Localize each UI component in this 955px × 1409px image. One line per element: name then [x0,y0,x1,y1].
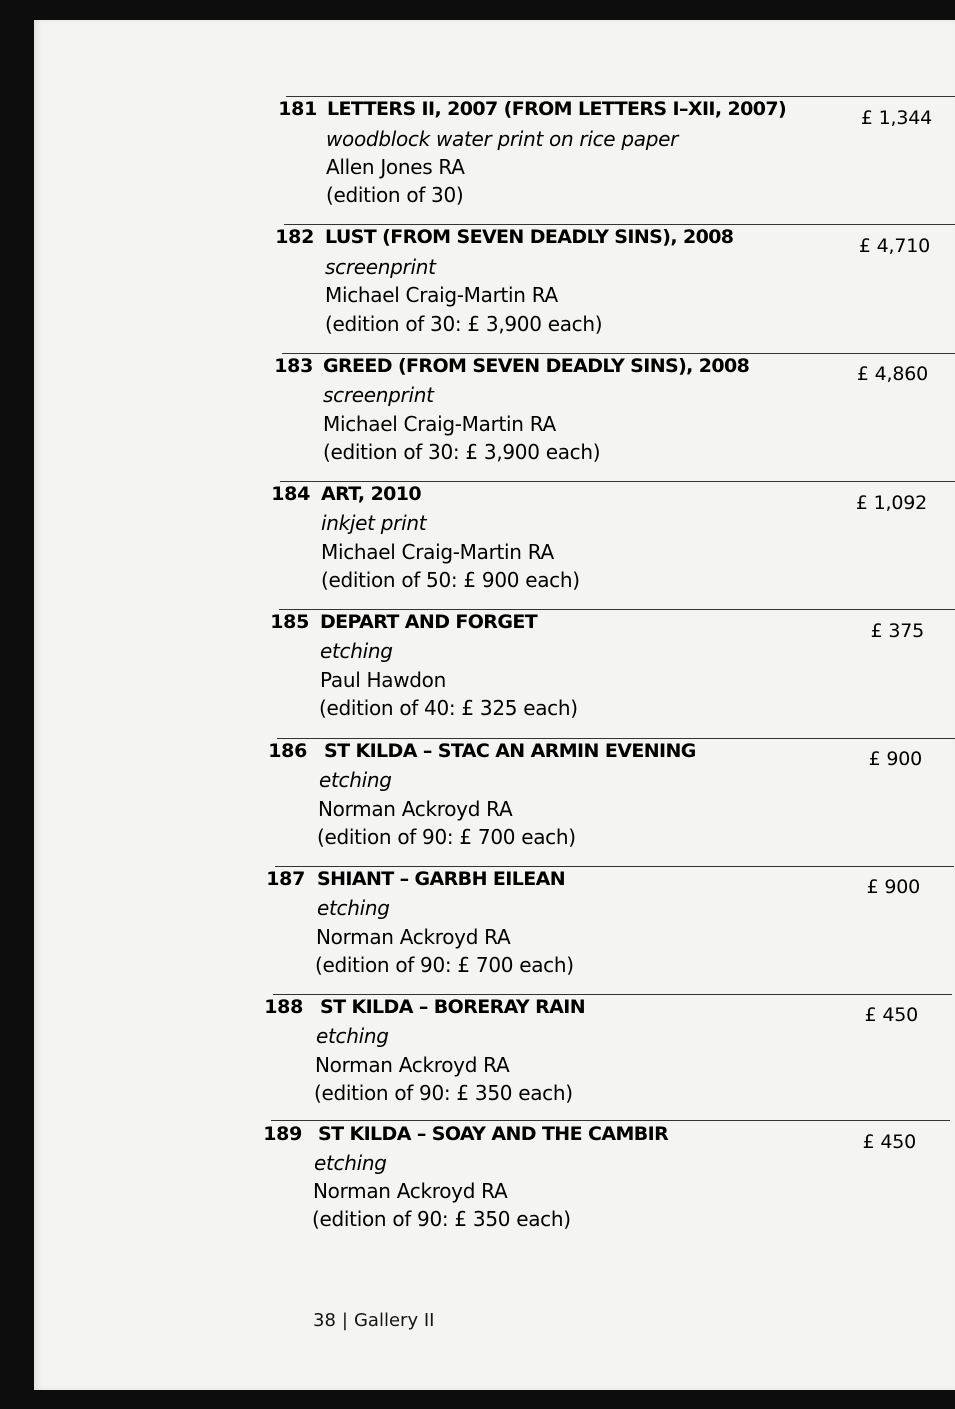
entry-number: 182 [275,226,314,248]
entry-number: 186 [268,740,307,762]
entry-artist: Norman Ackroyd RA [313,1179,508,1203]
entry-title: ST KILDA – BORERAY RAIN [320,996,586,1018]
footer-separator: | [341,1310,348,1331]
entry-price: £ 4,710 [858,235,930,257]
entry-divider [282,353,955,354]
entry-title: LETTERS II, 2007 (FROM LETTERS I–XII, 2007) [327,98,787,120]
page-number: 38 [313,1310,336,1331]
entry-medium: etching [319,768,392,792]
entry-artist: Norman Ackroyd RA [315,1053,510,1077]
entry-edition: (edition of 90: £ 350 each) [312,1207,571,1231]
entry-divider [275,866,954,867]
entry-divider [279,609,955,610]
entry-medium: etching [314,1151,387,1175]
catalogue-page [34,20,955,1390]
entry-artist: Norman Ackroyd RA [318,797,513,821]
entry-edition: (edition of 30) [326,183,464,207]
entry-artist: Michael Craig-Martin RA [321,540,554,564]
entry-price: £ 1,344 [860,107,932,129]
entry-price: £ 450 [864,1004,918,1026]
entry-medium: etching [320,639,393,663]
entry-medium: inkjet print [321,511,427,535]
entry-number: 181 [278,98,317,120]
entry-artist: Paul Hawdon [320,668,446,692]
entry-title: GREED (FROM SEVEN DEADLY SINS), 2008 [323,355,750,377]
page-footer [313,1310,434,1331]
entry-edition: (edition of 90: £ 700 each) [315,953,574,977]
entry-price: £ 4,860 [856,363,928,385]
entry-number: 189 [263,1123,302,1145]
entry-title: ST KILDA – STAC AN ARMIN EVENING [324,740,696,762]
entry-artist: Michael Craig-Martin RA [323,412,556,436]
entry-title: ART, 2010 [321,483,422,505]
entry-edition: (edition of 50: £ 900 each) [321,568,580,592]
entry-divider [284,224,955,225]
entry-title: LUST (FROM SEVEN DEADLY SINS), 2008 [325,226,734,248]
section-name: Gallery II [353,1310,435,1331]
entry-number: 183 [274,355,313,377]
entry-medium: screenprint [323,383,434,407]
entry-title: SHIANT – GARBH EILEAN [317,868,566,890]
entry-edition: (edition of 40: £ 325 each) [319,696,578,720]
entry-number: 188 [264,996,303,1018]
entry-medium: etching [316,1024,389,1048]
entry-divider [280,481,955,482]
entry-edition: (edition of 30: £ 3,900 each) [325,312,603,336]
entry-price: £ 900 [866,876,920,898]
entry-price: £ 450 [862,1131,916,1153]
entry-number: 187 [266,868,305,890]
entry-edition: (edition of 30: £ 3,900 each) [323,440,601,464]
entry-number: 184 [271,483,310,505]
entry-divider [277,738,955,739]
entry-divider [286,96,955,97]
entry-price: £ 375 [870,620,924,642]
entry-medium: etching [317,896,390,920]
entry-artist: Michael Craig-Martin RA [325,283,558,307]
entry-divider [271,1120,950,1121]
entry-price: £ 900 [868,748,922,770]
entry-artist: Allen Jones RA [326,155,465,179]
entry-edition: (edition of 90: £ 700 each) [317,825,576,849]
entry-divider [273,994,952,995]
entry-artist: Norman Ackroyd RA [316,925,511,949]
entry-number: 185 [270,611,309,633]
entry-price: £ 1,092 [855,492,927,514]
entry-title: DEPART AND FORGET [320,611,538,633]
entry-medium: screenprint [325,255,436,279]
entry-title: ST KILDA – SOAY AND THE CAMBIR [318,1123,669,1145]
entry-edition: (edition of 90: £ 350 each) [314,1081,573,1105]
entry-medium: woodblock water print on rice paper [326,127,679,151]
